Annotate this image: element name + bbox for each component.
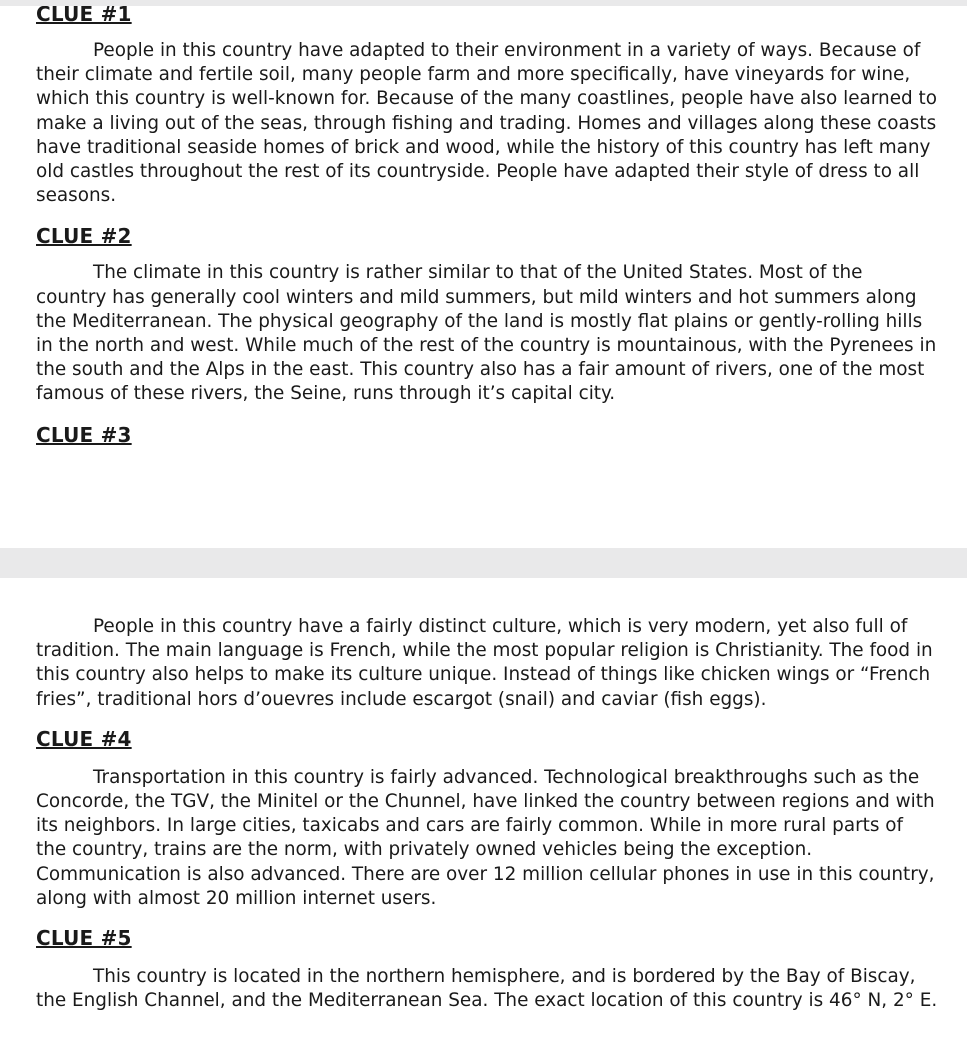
clue-3-paragraph: People in this country have a fairly distinct culture, which is very modern, yet also full of tradition. The main language is French, while the most popular religion is Christianity. The food in this country also helps to make its culture unique. Instead of things like chicken wings or “French fries”, traditional hors d’ouevres include escargot (snail) and caviar (fish eggs). bbox=[36, 616, 933, 710]
clue-5-heading: CLUE #5 bbox=[36, 926, 132, 951]
clue-2-heading: CLUE #2 bbox=[36, 224, 132, 249]
clue-5-paragraph: This country is located in the northern hemisphere, and is bordered by the Bay of Biscay, the English Channel, and the Mediterranean Sea. The exact location of this country is 46° N, 2° E. bbox=[36, 966, 938, 1012]
clue-1-heading: CLUE #1 bbox=[36, 6, 132, 26]
clue-2-paragraph: The climate in this country is rather similar to that of the United States. Most of the country has generally cool winters and mild summers, but mild winters and hot summers along the Mediterranean. The physical geography of the land is mostly flat plains or gently-rolling hills in the north and west. While much of the rest of the country is mountainous, with the Pyrenees in the south and the Alps in the east. This country also has a fair amount of rivers, one of the most famous of these rivers, the Seine, runs through it’s capital city. bbox=[36, 262, 937, 405]
clue-3-heading: CLUE #3 bbox=[36, 422, 132, 447]
document-page-2 bbox=[0, 578, 967, 1038]
clue-1-paragraph: People in this country have adapted to their environment in a variety of ways. Because of their climate and fertile soil, many people farm and more specifically, have vineyards for wine, which this country is well-known for. Because of the many coastlines, people have also learned to make a living out of the seas, through fishing and trading. Homes and villages along these coasts have traditional seaside homes of brick and wood, while the history of this country has left many old castles throughout the rest of its countryside. People have adapted their style of dress to all seasons. bbox=[36, 40, 937, 207]
clue-4-paragraph: Transportation in this country is fairly advanced. Technological breakthroughs such as the Concorde, the TGV, the Minitel or the Chunnel, have linked the country between regions and with its neighbors. In large cities, taxicabs and cars are fairly common. While in more rural parts of the country, trains are the norm, with privately owned vehicles being the exception. Communication is also advanced. There are over 12 million cellular phones in use in this country, along with almost 20 million internet users. bbox=[36, 766, 935, 909]
document-page-1 bbox=[0, 6, 967, 548]
clue-4-heading: CLUE #4 bbox=[36, 726, 132, 751]
